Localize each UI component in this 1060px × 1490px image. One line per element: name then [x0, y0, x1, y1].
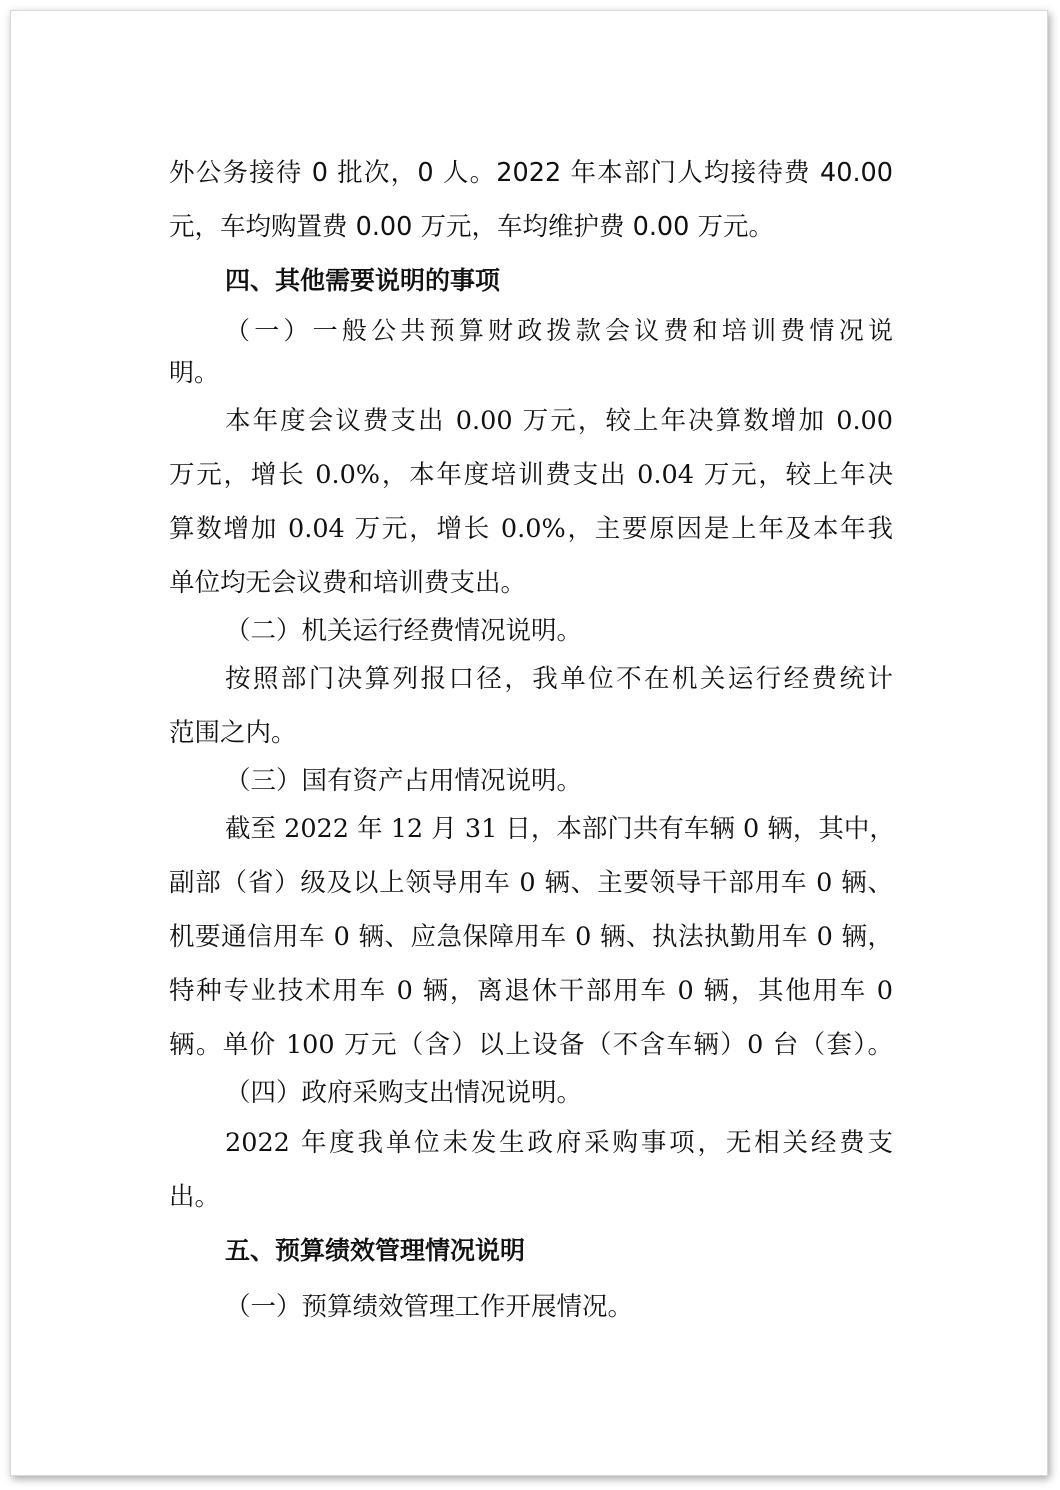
paragraph-line: 本年度会议费支出 0.00 万元，较上年决算数增加 0.00 — [225, 406, 893, 436]
paragraph-line: 2022 年度我单位未发生政府采购事项，无相关经费支 — [225, 1128, 893, 1158]
subsection-heading: （四）政府采购支出情况说明。 — [225, 1078, 583, 1108]
paragraph-line: 副部（省）级及以上领导用车 0 辆、主要领导干部用车 0 辆、 — [169, 868, 893, 898]
paragraph-line: 特种专业技术用车 0 辆，离退休干部用车 0 辆，其他用车 0 — [169, 976, 893, 1006]
paragraph-line: 万元，增长 0.0%，本年度培训费支出 0.04 万元，较上年决 — [169, 460, 893, 490]
subsection-heading: （三）国有资产占用情况说明。 — [225, 766, 583, 796]
subsection-heading-continued: 明。 — [169, 358, 220, 387]
section-heading: 五、预算绩效管理情况说明 — [225, 1236, 526, 1265]
paragraph-line: 算数增加 0.04 万元，增长 0.0%，主要原因是上年及本年我 — [169, 514, 893, 544]
subsection-heading: （一）一般公共预算财政拨款会议费和培训费情况说 — [225, 316, 893, 345]
subsection-heading: （一）预算绩效管理工作开展情况。 — [225, 1292, 634, 1322]
subsection-heading: （二）机关运行经费情况说明。 — [225, 616, 583, 646]
paragraph-line: 按照部门决算列报口径，我单位不在机关运行经费统计 — [225, 664, 893, 694]
paragraph-line: 截至 2022 年 12 月 31 日，本部门共有车辆 0 辆，其中， — [225, 814, 895, 844]
paragraph-line: 范围之内。 — [169, 718, 297, 748]
paragraph-line: 出。 — [169, 1182, 221, 1212]
section-heading: 四、其他需要说明的事项 — [225, 266, 501, 295]
paragraph-line: 机要通信用车 0 辆、应急保障用车 0 辆、执法执勤用车 0 辆， — [169, 922, 893, 952]
document-page — [10, 10, 1048, 1476]
paragraph-line: 外公务接待 0 批次，0 人。2022 年本部门人均接待费 40.00 — [169, 158, 893, 188]
paragraph-line: 元，车均购置费 0.00 万元，车均维护费 0.00 万元。 — [169, 212, 774, 242]
paragraph-line: 单位均无会议费和培训费支出。 — [169, 568, 527, 598]
paragraph-line: 辆。单价 100 万元（含）以上设备（不含车辆）0 台（套）。 — [169, 1030, 893, 1060]
